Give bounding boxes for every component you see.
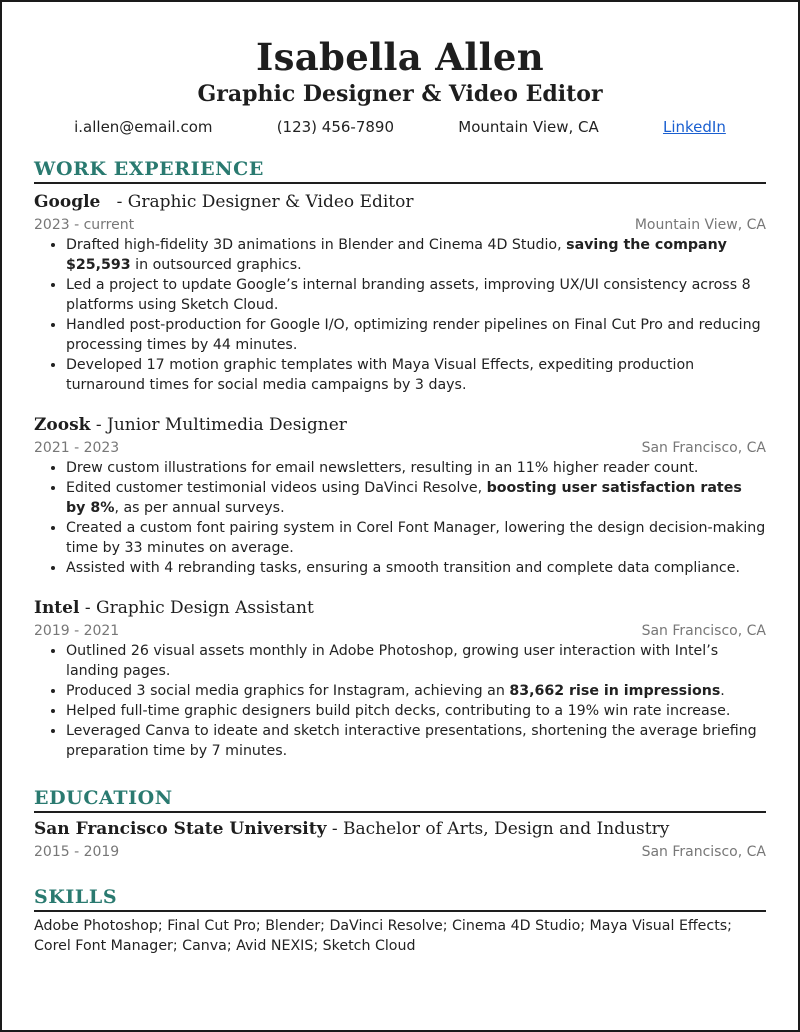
job-bullet: • Handled post-production for Google I/O, optimizing render pipelines on Final Cut Pro and reducing processing times by 44 minutes. (66, 315, 766, 355)
job-list (34, 192, 766, 761)
job-meta (34, 217, 766, 233)
job-bullets (34, 458, 766, 578)
job-role: Junior Multimedia Designer (107, 414, 347, 435)
education-location: San Francisco, CA (641, 843, 766, 860)
job-header (34, 598, 766, 618)
job-entry (34, 415, 766, 578)
education-school: San Francisco State University (34, 818, 327, 839)
job-dates: 2021 - 2023 (34, 439, 120, 456)
contact-email: i.allen@email.com (74, 117, 213, 136)
job-role: Graphic Designer & Video Editor (127, 191, 414, 212)
education-meta (34, 844, 766, 860)
job-separator: - (95, 414, 107, 435)
education-header (34, 819, 766, 839)
job-bullet: • Assisted with 4 rebranding tasks, ensuring a smooth transition and complete data compliance. (66, 558, 766, 578)
job-bullets (34, 235, 766, 395)
job-bullet: • Edited customer testimonial videos using DaVinci Resolve, boosting user satisfaction rates by 8%, as per annual surveys. (66, 478, 766, 518)
job-dates: 2023 - current (34, 216, 135, 233)
job-meta (34, 440, 766, 456)
job-meta (34, 623, 766, 639)
work-experience-heading: WORK EXPERIENCE (34, 158, 766, 184)
education-heading: EDUCATION (34, 787, 766, 813)
job-entry (34, 598, 766, 761)
job-bullet: • Produced 3 social media graphics for Instagram, achieving an 83,662 rise in impressions. (66, 681, 766, 701)
job-bullet: • Outlined 26 visual assets monthly in Adobe Photoshop, growing user interaction with Intel’s landing pages. (66, 641, 766, 681)
job-bullet: • Developed 17 motion graphic templates with Maya Visual Effects, expediting production turnaround times for social media campaigns by 3 days. (66, 355, 766, 395)
job-bullet: • Leveraged Canva to ideate and sketch interactive presentations, shortening the average briefing preparation time by 7 minutes. (66, 721, 766, 761)
contact-location: Mountain View, CA (458, 117, 599, 136)
job-separator: - (105, 191, 128, 212)
job-entry (34, 192, 766, 395)
job-bullet: • Helped full-time graphic designers build pitch decks, contributing to a 19% win rate increase. (66, 701, 766, 721)
candidate-name: Isabella Allen (256, 35, 544, 79)
job-company: Google (34, 191, 101, 212)
job-company: Intel (34, 597, 80, 618)
job-location: Mountain View, CA (634, 216, 766, 233)
job-location: San Francisco, CA (641, 439, 766, 456)
job-header (34, 415, 766, 435)
job-company: Zoosk (34, 414, 91, 435)
contact-phone: (123) 456-7890 (276, 117, 395, 136)
linkedin-link[interactable]: LinkedIn (662, 117, 726, 136)
job-header (34, 192, 766, 212)
contact-bar (34, 118, 766, 136)
job-location: San Francisco, CA (641, 622, 766, 639)
job-separator: - (84, 597, 97, 618)
education-degree: Bachelor of Arts, Design and Industry (343, 818, 670, 839)
skills-list: Adobe Photoshop; Final Cut Pro; Blender; DaVinci Resolve; Cinema 4D Studio; Maya Visual Effects; Corel Font Manager; Canva; Avid NEXIS; Sketch Cloud (34, 917, 732, 954)
candidate-title: Graphic Designer & Video Editor (197, 80, 603, 107)
job-bullet: • Led a project to update Google’s internal branding assets, improving UX/UI consistency across 8 platforms using Sketch Cloud. (66, 275, 766, 315)
job-role: Graphic Design Assistant (96, 597, 314, 618)
skills-heading: SKILLS (34, 886, 766, 912)
job-bullet: • Drew custom illustrations for email newsletters, resulting in an 11% higher reader count. (66, 458, 766, 478)
education-separator: - (331, 818, 344, 839)
job-bullet: • Drafted high-fidelity 3D animations in Blender and Cinema 4D Studio, saving the company $25,593 in outsourced graphics. (66, 235, 766, 275)
job-bullets (34, 641, 766, 761)
job-bullet: • Created a custom font pairing system in Corel Font Manager, lowering the design decision-making time by 33 minutes on average. (66, 518, 766, 558)
education-dates: 2015 - 2019 (34, 843, 120, 860)
job-dates: 2019 - 2021 (34, 622, 120, 639)
